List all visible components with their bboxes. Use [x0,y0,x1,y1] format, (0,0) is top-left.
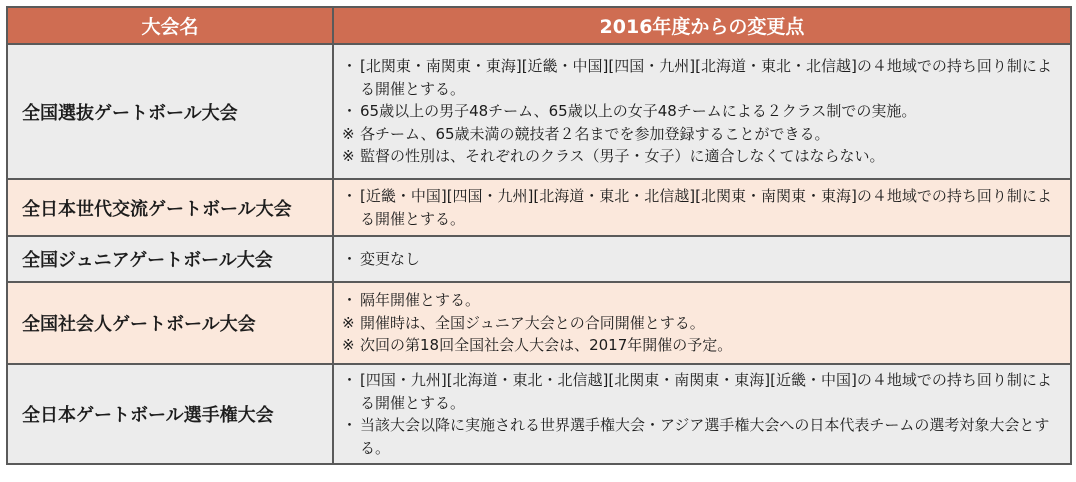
note-mark: ・ [342,291,358,310]
note-text: 65歳以上の男子48チーム、65歳以上の女子48チームによる２クラス制での実施。 [360,102,917,121]
note-mark: ・ [342,187,358,205]
note-mark: ・ [342,102,358,121]
table-row [7,179,1071,236]
note-line [342,248,1060,271]
note-line [342,55,1060,100]
tournament-changes-table [6,6,1072,465]
table-row [7,364,1071,464]
tournament-name: 全日本世代交流ゲートボール大会 [7,179,333,236]
note-text: 当該大会以降に実施される世界選手権大会・アジア選手権大会への日本代表チームの選考対象大会とする。 [360,416,1050,457]
note-text: [四国・九州][北海道・東北・北信越][北関東・南関東・東海][近畿・中国]の４地域での持ち回り制による開催とする。 [360,371,1052,412]
note-text: [北関東・南関東・東海][近畿・中国][四国・九州][北海道・東北・北信越]の４地域での持ち回り制による開催とする。 [360,57,1052,98]
note-mark: ・ [342,249,358,268]
note-text: 隔年開催とする。 [360,291,481,310]
table-row [7,236,1071,282]
note-line [342,100,1060,123]
note-text: 開催時は、全国ジュニア大会との合同開催とする。 [360,313,705,332]
note-mark: ※ [342,147,355,166]
note-line [342,145,1060,168]
note-line [342,334,1060,357]
change-notes [333,364,1071,464]
note-mark: ※ [342,336,355,355]
note-mark: ・ [342,371,358,389]
note-text: [近畿・中国][四国・九州][北海道・東北・北信越][北関東・南関東・東海]の４地域での持ち回り制による開催とする。 [360,187,1052,228]
change-notes [333,179,1071,236]
table-header-row [7,7,1071,44]
note-mark: ※ [342,124,355,143]
note-mark: ・ [342,57,358,76]
change-notes [333,236,1071,282]
note-mark: ・ [342,416,358,434]
tournament-changes-table-wrapper [6,6,1070,476]
note-text: 監督の性別は、それぞれのクラス（男子・女子）に適合しなくてはならない。 [360,147,885,166]
table-row [7,282,1071,364]
change-notes [333,44,1071,179]
note-line [342,369,1060,414]
note-text: 変更なし [360,249,421,268]
tournament-name: 全日本ゲートボール選手権大会 [7,364,333,464]
note-line [342,123,1060,146]
table-row [7,44,1071,179]
note-line [342,414,1060,459]
note-line [342,312,1060,335]
note-line [342,185,1060,230]
tournament-name: 全国選抜ゲートボール大会 [7,44,333,179]
note-mark: ※ [342,313,355,332]
header-changes: 2016年度からの変更点 [333,7,1071,44]
tournament-name: 全国社会人ゲートボール大会 [7,282,333,364]
header-tournament-name: 大会名 [7,7,333,44]
note-text: 各チーム、65歳未満の競技者２名までを参加登録することができる。 [360,124,830,143]
note-text: 次回の第18回全国社会人大会は、2017年開催の予定。 [360,336,733,355]
note-line [342,289,1060,312]
change-notes [333,282,1071,364]
tournament-name: 全国ジュニアゲートボール大会 [7,236,333,282]
